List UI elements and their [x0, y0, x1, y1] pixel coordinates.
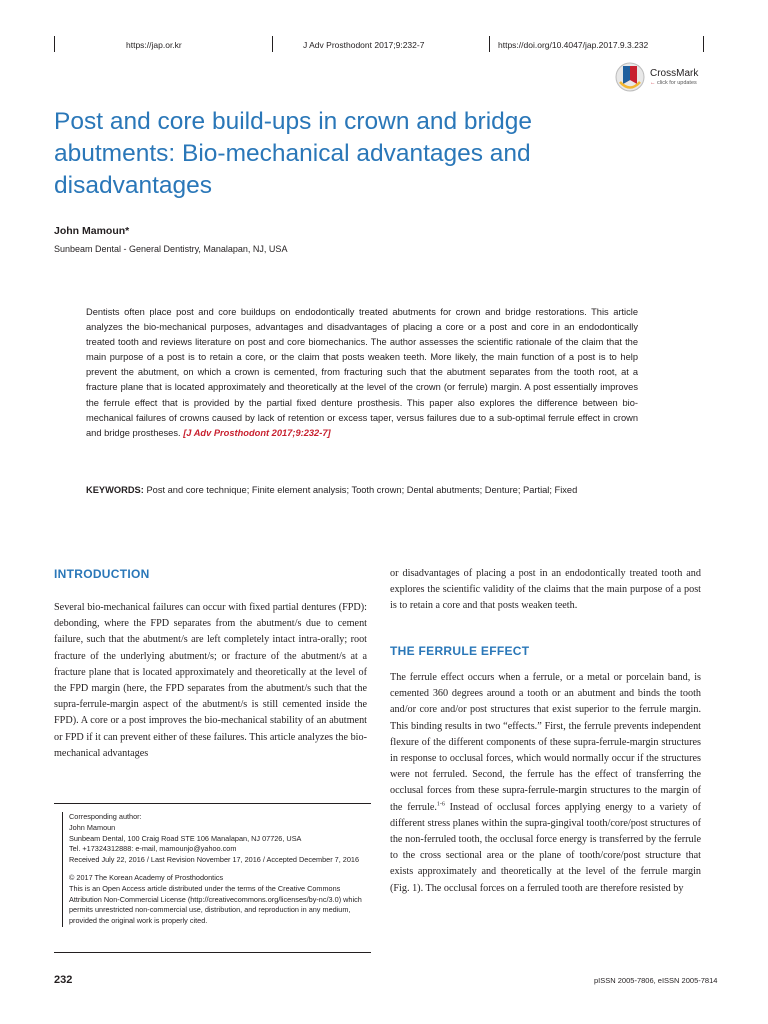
author-name: John Mamoun*	[54, 225, 130, 237]
keywords	[86, 483, 638, 499]
ferrule-text-part-1: The ferrule effect occurs when a ferrule, or a metal or porcelain band, is cemented 360 degrees around a tooth or an abutment and binds the tooth and/or core and/or post structures that exist superior to the ferrule margin. This binding results in two “effects.” First, the ferrule prevents independent flexure of the different components of these supra-ferrule-margin structures in response to occlusal forces, which would normally occur if the structures were not ferruled. Second, the ferrule has the effect of transferring the occlusal forces from these supra-ferrule-margin structures to the margin of the ferrule.	[390, 672, 701, 813]
abstract-citation: [J Adv Prosthodont 2017;9:232-7]	[183, 427, 331, 438]
introduction-paragraph: Several bio-mechanical failures can occur with fixed partial dentures (FPD): debonding, where the FPD separates from the abutment/s due to cement failure, such that the abutment/s are left completely intact intra-orally; root fracture of the underlying abutment/s; or fracture of the abutment/s at a fracture plane that is located approximately and theoretically at the level of the FPD margin (here, the FPD separates from the abutment/s such that the supra-ferrule-margin aspect of the abutment/s is still cemented inside the FPD). A core or a post improves the bio-mechanical stability of an abutment or FPD if it can prevent either of these failures. This article analyzes the bio-mechanical advantages	[54, 602, 367, 759]
correspondence-contact: Tel. +17324312888: e-mail, mamounjo@yahoo.com	[69, 844, 237, 854]
copyright-notice: © 2017 The Korean Academy of Prosthodontics	[69, 872, 224, 882]
reference-superscript[interactable]: 1-6	[436, 801, 445, 808]
author-affiliation: Sunbeam Dental - General Dentistry, Manalapan, NJ, USA	[54, 244, 288, 254]
article-title: Post and core build-ups in crown and bridge abutments: Bio-mechanical advantages and disadvantages	[54, 108, 533, 199]
section-heading-ferrule-effect: THE FERRULE EFFECT	[390, 644, 530, 658]
correspondence-heading: Corresponding author:	[69, 812, 142, 821]
license-notice: This is an Open Access article distributed under the terms of the Creative Commons Attribution Non-Commercial License (http://creativecommons.org/licenses/by-nc/3.0) which permits unrestricted non-commercial use, distribution, and reproduction in any medium, provided the original work is properly cited.	[69, 883, 362, 926]
issn-info: pISSN 2005-7806, eISSN 2005-7814	[594, 976, 718, 985]
correspondence-dates: Received July 22, 2016 / Last Revision November 17, 2016 / Accepted December 7, 2016	[69, 855, 360, 865]
crossmark-label[interactable]: CrossMark	[650, 68, 699, 79]
header-divider	[272, 36, 273, 52]
abstract-text: Dentists often place post and core buildups on endodontically treated abutments for crown and bridge restorations. This article analyzes the bio-mechanical purposes, advantages and disadvantages of placing a core or a post and core in an endodontically treated tooth and reviews literature on post and core biomechanics. The author assesses the scientific rationale of the claim that the main purpose of a post is to retain a core, or the claim that posts weaken teeth. More likely, the main function of a post is to help prevent the abutment, on which a crown is cemented, from fracturing such that the abutment separates from the tooth root, at a fracture plane that is located approximately and theoretically at the level of the crown (or ferrule) margin. A post essentially improves the ferrule effect that is provided by the partial fixed denture prosthesis. This paper also explores the difference between bio-mechanical failures of crowns caused by lack of retention or excess taper, versus failures due to a sub-optimal ferrule effect in crown and bridge prostheses.	[86, 307, 638, 438]
crossmark-sub-text: click for updates	[657, 80, 697, 86]
correspondence-address: Sunbeam Dental, 100 Craig Road STE 106 Manalapan, NJ 07726, USA	[69, 833, 302, 843]
doi-link[interactable]: https://doi.org/10.4047/jap.2017.9.3.232	[498, 40, 649, 50]
correspondence-name: John Mamoun	[69, 822, 116, 832]
page-number: 232	[54, 974, 73, 986]
header-divider	[489, 36, 490, 52]
header-divider	[703, 36, 704, 52]
journal-citation: J Adv Prosthodont 2017;9:232-7	[303, 40, 425, 50]
introduction-paragraph-continued: or disadvantages of placing a post in an endodontically treated tooth and explores the scientific validity of the claims that the main purpose of a post is to retain a core and that posts weaken teeth.	[390, 568, 701, 612]
ferrule-effect-paragraph	[390, 670, 701, 897]
keywords-text: Post and core technique; Finite element analysis; Tooth crown; Dental abutments; Denture; Partial; Fixed	[146, 485, 578, 495]
crossmark-subtitle[interactable]	[650, 80, 697, 86]
abstract	[86, 305, 638, 441]
keywords-label: KEYWORDS:	[86, 485, 144, 495]
section-heading-introduction: INTRODUCTION	[54, 567, 150, 581]
ferrule-text-part-2: Instead of occlusal forces applying energy to a variety of different stress planes within the supra-gingival tooth/core/post structures of the non-ferruled tooth, the occlusal force energy is transferred by the ferrule to the cross sectional area or the plane of tooth/core/post structure that exists approximately and theoretically at the level of the ferrule margin (Fig. 1). The occlusal forces on a ferruled tooth are therefore resisted by	[390, 801, 702, 894]
corresponding-author-box	[54, 803, 371, 953]
journal-url-link[interactable]: https://jap.or.kr	[126, 40, 182, 50]
header-divider	[54, 36, 55, 52]
crossmark-icon[interactable]	[614, 60, 646, 98]
arrow-left-icon: ←	[650, 80, 656, 86]
